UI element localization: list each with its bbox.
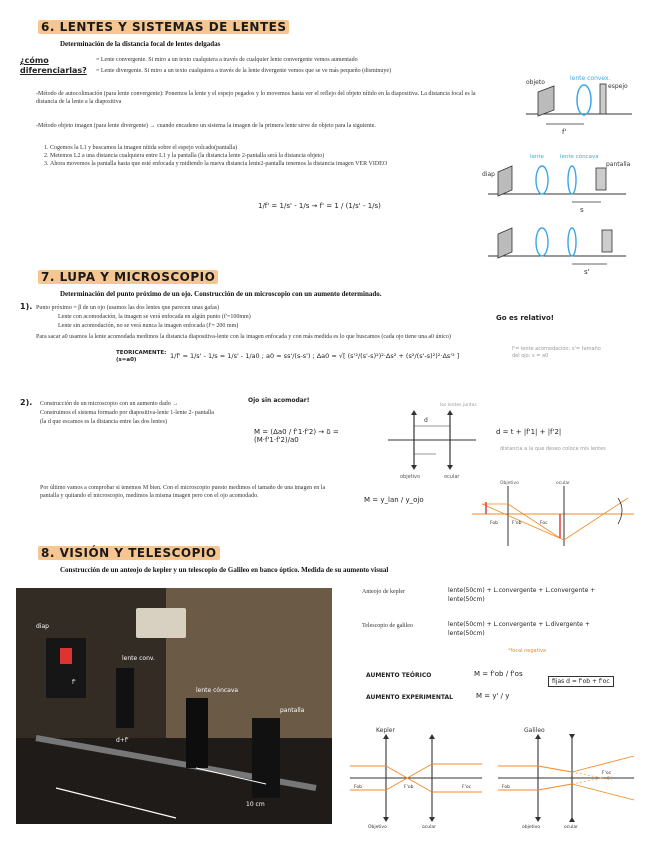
fig2-diap-label: diap — [482, 171, 495, 178]
photo-dist-label: d+f' — [116, 737, 129, 744]
fig1-obj-label: objeto — [526, 79, 545, 86]
galileo-label: Telescopio de galileo — [362, 623, 413, 629]
convergent-line: = Lente convergente. Si miro a un texto cualquiera a través de cualquier lente convergente vemos aumentado — [96, 57, 358, 63]
kepler-obj-label: Objetivo — [368, 825, 387, 830]
section-6-title: 6. LENTES Y SISTEMAS DE LENTES — [38, 20, 289, 34]
section-8-subtitle: Construcción de un anteojo de kepler y un telescopio de Galileo en banco óptico. Medida de su aumento visual — [60, 566, 389, 574]
method-autocolimation: -Método de autocolimación (para lente convergente): Ponemos la lente y el espejo pegados y lo movemos hasta ver el reflejo del objeto nítido en la diapositiva. La distancia focal es la distancia de la lente a la diapositiva — [36, 91, 476, 105]
part-2-text: Construcción de un microscopio con un aumento dado → — [40, 401, 179, 407]
section-7-subtitle: Determinación del punto próximo de un ojo. Construcción de un microscopio con un aumento determinado. — [60, 290, 382, 298]
microscope-lens-diagram — [384, 400, 480, 480]
fig1-lens-label: lente convex. — [570, 75, 611, 82]
section-6-subtitle: Determinación de la distancia focal de lentes delgadas — [60, 40, 221, 48]
galileo-foc-label: F'oc — [602, 771, 612, 776]
divergent-line: = Lente divergente. Si miro a un texto cualquiera a través de la lente divergente vemos que se ve más pequeño (disminuye) — [96, 68, 392, 74]
part-1b-text: Lente sin acomodación, no se verá nunca la imagen enfocada (f'= 200 mm) — [58, 323, 239, 329]
photo-drawing — [16, 588, 332, 824]
theoretical-gain-box: fijas d = f'ob + f'oc — [548, 676, 614, 687]
photo-scale-label: 10 cm — [246, 801, 265, 808]
kepler-fobp-label: F'ob — [404, 785, 414, 790]
galileo-fob-label: Fob — [502, 785, 511, 790]
part-2-number: 2). — [20, 398, 33, 407]
relative-note: Go es relativo! — [496, 314, 554, 322]
fig2-lens1-label: lente — [530, 154, 544, 160]
kepler-foc-label: F'oc — [462, 785, 472, 790]
fig2-s2-label: s' — [584, 268, 590, 276]
galileo-title: Galileo — [524, 727, 545, 734]
part-1c-text: Para sacar a0 usamos la lente acomodada medimos la distancia diapositiva-lente con la imagen enfocada y con más medida es lo que buscamos (cada ojo tiene una a0 único) — [36, 334, 451, 340]
gray-note-2: distancia a la que deseo coloca mis lentes — [500, 446, 606, 452]
part-2-hand-note: Ojo sin acomodar! — [248, 397, 310, 404]
theoretical-label: TEORICAMENTE: (s=a0) — [116, 350, 167, 363]
fig2-row-2 — [488, 228, 626, 276]
question-label: ¿cómo diferenciarlas? — [20, 56, 87, 75]
diagram-l1-label: objetivo — [400, 474, 421, 480]
section-8-title: 8. VISIÓN Y TELESCOPIO — [38, 546, 220, 560]
ray-ocu-label: ocular — [556, 481, 570, 486]
focal-formula: 1/f' = 1/s' - 1/s → f' = 1 / (1/s' - 1/s) — [258, 202, 381, 210]
optical-bench-photo — [16, 588, 332, 824]
convex-lens-shape — [577, 85, 591, 115]
m-formula: M = (Δa0 / f'1·f'2) → δ = (M·f'1·f'2)/a0 — [254, 428, 339, 444]
photo-lens2-label: lente cóncava — [196, 687, 239, 694]
mirror-shape — [600, 84, 606, 114]
object-image-figure — [476, 150, 638, 278]
kepler-fob-label: Fob — [354, 785, 363, 790]
step-1: 1. Cogemos la L1 y buscamos la imagen nítida sobre el espejo volcado(pantalla) — [50, 144, 476, 152]
kepler-value: lente(50cm) + L.convergente + L.convergente + lente(50cm) — [448, 587, 596, 603]
kepler-title: Kepler — [376, 727, 395, 734]
galileo-note: *focal negativa — [508, 648, 546, 654]
part-1-number: 1). — [20, 302, 33, 311]
fig2-s-label: s — [580, 206, 584, 214]
ray-fob2-label: Fob — [490, 521, 499, 526]
photo-f-label: f' — [72, 679, 76, 686]
galileo-value: lente(50cm) + L.convergente + L.divergente + lente(50cm) — [448, 621, 590, 637]
gray-note-1: f'= lente acomodación; s'= tamaño del ojo; s = a0 — [512, 346, 601, 359]
ray-fob-label: F'ob — [512, 521, 522, 526]
photo-diap-label: diap — [36, 623, 49, 630]
part-3-text: Por último vamos a comprobar si tenemos M bien. Con el microscopio puesto medimos el tamaño de una imagen en la pantalla y quitando el microscopio, medimos la misma imagen pero con el ojo acomodado. — [40, 485, 326, 499]
d-formula: d = t + |f'1| + |f'2| — [496, 428, 562, 436]
theoretical-gain-formula: M = f'ob / f'os — [474, 670, 523, 678]
kepler-diagram — [346, 726, 486, 830]
fig2-screen-label: pantalla — [606, 161, 631, 168]
fig1-f-label: f' — [562, 128, 567, 136]
theoretical-formula: 1/f' = 1/s' - 1/s = 1/s' - 1/a0 ; a0 = ss'/(s-s') ; Δa0 = √[ (s'²/(s'-s)²)²·Δs² + (s²/(s'-s)²)²·Δs'² ] — [170, 352, 460, 360]
method-object-image: -Método objeto imagen (para lente divergente) → cuando encadeno un sistema la imagen de la primera lente sirve de objeto para la siguiente. — [36, 123, 376, 129]
fig2-lens2-label: lente cóncava — [560, 154, 599, 160]
ray-foc-label: Foc — [540, 521, 548, 526]
theoretical-gain-label: AUMENTO TEÓRICO — [366, 672, 432, 679]
part-1-text: Punto próximo = β de un ojo (usamos las dos lentes que parecen unas gafas) — [36, 305, 220, 311]
step-3: 3. Ahora movemos la pantalla hasta que esté enfocada y midiendo la nueva distancia lente2-pantalla tenemos la distancia imagen VER VIDEO — [50, 160, 476, 168]
autocollimation-figure — [520, 74, 636, 136]
galileo-obj-label: objetivo — [522, 825, 541, 830]
part-1a-text: Lente con acomodación, la imagen se verá enfocada en algún punto (f'=100mm) — [58, 314, 251, 320]
section-7-title: 7. LUPA Y MICROSCOPIO — [38, 270, 218, 284]
experimental-gain-formula: M = y' / y — [476, 692, 510, 700]
diagram-d-label: d — [424, 417, 428, 424]
ray-obj-label: Objetivo — [500, 481, 519, 486]
part-2a-text: Construimos el sistema formado por diapositiva-lente 1-lente 2- pantalla — [40, 410, 214, 416]
steps-list — [36, 144, 476, 168]
galileo-diagram — [494, 726, 638, 830]
diagram-top-label: los lentes juntas — [440, 403, 477, 408]
part-2b-text: (la d que escamos es la distancia entre las dos lentes) — [40, 419, 167, 425]
step-2: 2. Metemos L2 a una distancia cualquiera entre L1 y la pantalla (la distancia lente 2-pantalla será la distancia objeto) — [50, 152, 476, 160]
experimental-gain-label: AUMENTO EXPERIMENTAL — [366, 694, 453, 701]
slide-shape — [538, 86, 554, 116]
galileo-ocu-label: ocular — [564, 825, 578, 830]
microscope-ray-diagram — [468, 476, 638, 558]
photo-screen-label: pantalla — [280, 707, 305, 714]
kepler-ocu-label: ocular — [422, 825, 436, 830]
photo-lens1-label: lente conv. — [122, 655, 155, 662]
kepler-label: Anteojo de kepler — [362, 589, 405, 595]
fig1-mirror-label: espejo — [608, 83, 628, 90]
diagram-l2-label: ocular — [444, 474, 460, 480]
fig2-row-1 — [482, 153, 631, 214]
m2-formula: M = y_lan / y_ojo — [364, 496, 424, 504]
